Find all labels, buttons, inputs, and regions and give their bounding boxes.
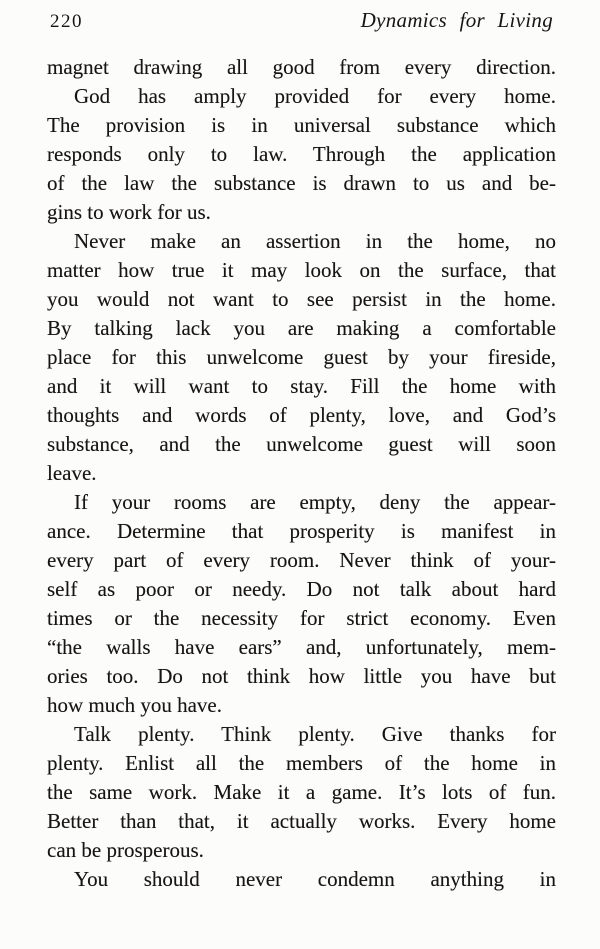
text-line: of the law the substance is drawn to us and be-: [47, 171, 556, 195]
text-line: ance. Determine that prosperity is manifest in: [47, 519, 556, 543]
text-line: times or the necessity for strict economy. Even: [47, 606, 556, 630]
paragraph: [47, 227, 556, 488]
text-line: matter how true it may look on the surface, that: [47, 258, 556, 282]
text-line: responds only to law. Through the application: [47, 142, 556, 166]
text-line: substance, and the unwelcome guest will soon: [47, 432, 556, 456]
text-line: The provision is in universal substance which: [47, 113, 556, 137]
text-line: every part of every room. Never think of your-: [47, 548, 556, 572]
text-line: Better than that, it actually works. Every home: [47, 809, 556, 833]
text-line: If your rooms are empty, deny the appear-: [74, 490, 556, 514]
text-line: God has amply provided for every home.: [74, 84, 556, 108]
running-title: Dynamics for Living: [360, 8, 553, 32]
text-line: place for this unwelcome guest by your fireside,: [47, 345, 556, 369]
page-header: [50, 8, 553, 33]
text-line: the same work. Make it a game. It’s lots of fun.: [47, 780, 556, 804]
paragraph-continuation: [47, 53, 556, 82]
text-line: can be prosperous.: [47, 838, 204, 862]
paragraph: [47, 82, 556, 227]
text-line: Talk plenty. Think plenty. Give thanks for: [74, 722, 556, 746]
text-line: magnet drawing all good from every direction.: [47, 55, 556, 79]
text-line: “the walls have ears” and, unfortunately, mem-: [47, 635, 556, 659]
text-line: thoughts and words of plenty, love, and God’s: [47, 403, 556, 427]
text-line: gins to work for us.: [47, 200, 211, 224]
text-line: Never make an assertion in the home, no: [74, 229, 556, 253]
text-line: and it will want to stay. Fill the home with: [47, 374, 556, 398]
page-number: 220: [50, 11, 83, 32]
text-line: leave.: [47, 461, 97, 485]
text-line: how much you have.: [47, 693, 222, 717]
text-line: ories too. Do not think how little you have but: [47, 664, 556, 688]
page-body: [47, 53, 556, 894]
text-line: By talking lack you are making a comfortable: [47, 316, 556, 340]
text-line: plenty. Enlist all the members of the home in: [47, 751, 556, 775]
paragraph: [47, 720, 556, 865]
text-line: self as poor or needy. Do not talk about hard: [47, 577, 556, 601]
text-line: you would not want to see persist in the home.: [47, 287, 556, 311]
paragraph: [47, 488, 556, 720]
paragraph: [47, 865, 556, 894]
text-line: You should never condemn anything in: [74, 867, 556, 891]
